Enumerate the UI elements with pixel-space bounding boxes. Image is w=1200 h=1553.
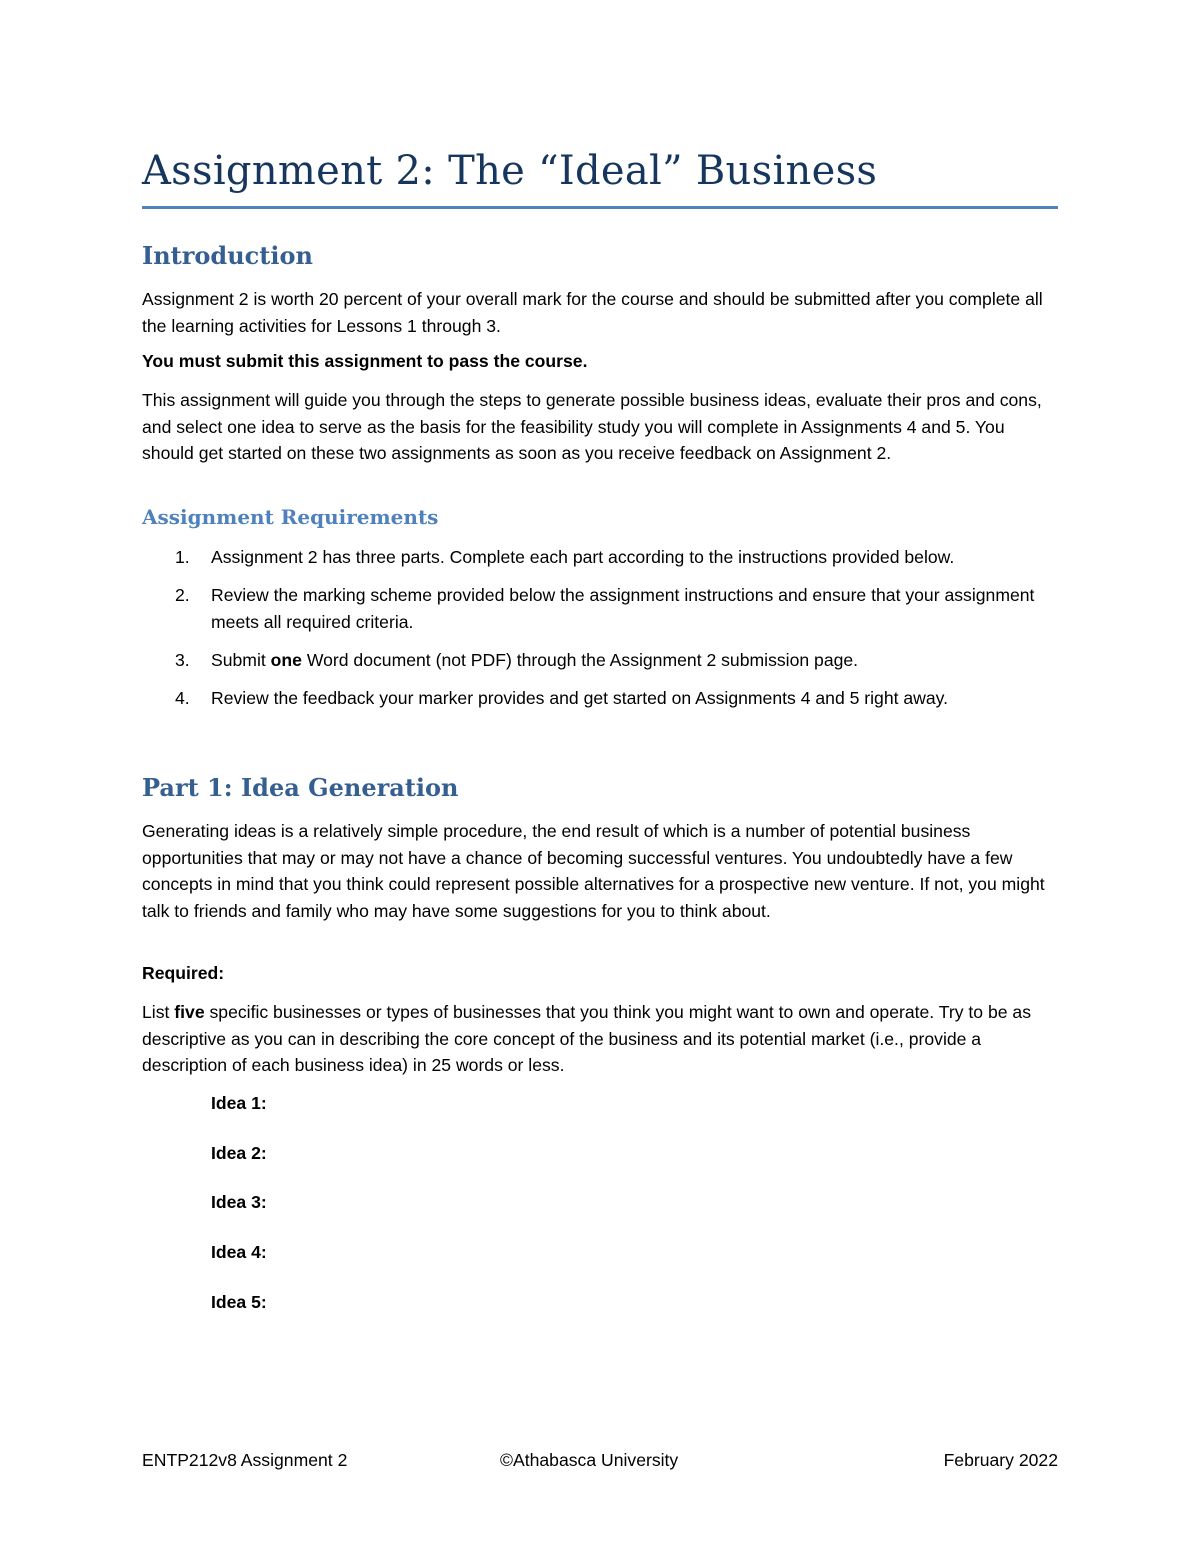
part1-instructions [142,999,1058,1079]
submit-text-emphasis: one [270,650,302,670]
instructions-before: List [142,1002,175,1022]
must-submit-notice: You must submit this assignment to pass the course. [142,351,588,371]
idea-3-label: Idea 3: [211,1192,267,1212]
introduction-paragraph-2: This assignment will guide you through the steps to generate possible business ideas, evaluate their pros and cons, and select one idea to serve as the basis for the feasibility study you will complete in Assignments 4 and 5. You should get started on these two assignments as soon as you receive feedback on Assignment 2. [142,390,1042,463]
introduction-paragraph-1: Assignment 2 is worth 20 percent of your overall mark for the course and should be submitted after you complete all the learning activities for Lessons 1 through 3. [142,289,1043,336]
part1-heading: Part 1: Idea Generation [142,773,459,802]
list-item-text: Review the marking scheme provided below the assignment instructions and ensure that your assignment meets all required criteria. [211,585,1035,632]
submit-text-before: Submit [211,650,271,670]
footer-copyright: ©Athabasca University [500,1450,679,1470]
footer-date: February 2022 [943,1450,1058,1470]
idea-1-label: Idea 1: [211,1093,267,1113]
footer-course-code: ENTP212v8 Assignment 2 [142,1450,348,1470]
list-item-number: 2. [175,585,190,605]
part1-paragraph: Generating ideas is a relatively simple procedure, the end result of which is a number of potential business opportunities that may or may not have a chance of becoming successful ventures. You undoubtedly have a few concepts in mind that you think could represent possible alternatives for a prospective new venture. If not, you might talk to friends and family who may have some suggestions for you to think about. [142,821,1045,921]
list-item-number: 1. [175,547,190,567]
requirements-heading: Assignment Requirements [142,505,439,529]
list-item-number: 3. [175,650,190,670]
title-underline [142,206,1058,209]
instructions-emphasis: five [174,1002,205,1022]
list-item-text: Review the feedback your marker provides and get started on Assignments 4 and 5 right away. [211,688,949,708]
idea-2-label: Idea 2: [211,1143,267,1163]
idea-4-label: Idea 4: [211,1242,267,1262]
submit-text-after: Word document (not PDF) through the Assignment 2 submission page. [301,650,859,670]
document-title: Assignment 2: The “Ideal” Business [142,148,878,194]
list-item-text: Assignment 2 has three parts. Complete each part according to the instructions provided below. [211,547,955,567]
required-label: Required: [142,963,225,983]
list-item-number: 4. [175,688,190,708]
introduction-heading: Introduction [142,241,313,270]
idea-5-label: Idea 5: [211,1292,267,1312]
instructions-after: specific businesses or types of businesses that you think you might want to own and operate. Try to be as descriptive as you can in describing the core concept of the business and its potential market (i.e., provide a description of each business idea) in 25 words or less. [142,1002,1031,1075]
list-item-text [211,647,1058,674]
page-footer [142,1447,1058,1473]
